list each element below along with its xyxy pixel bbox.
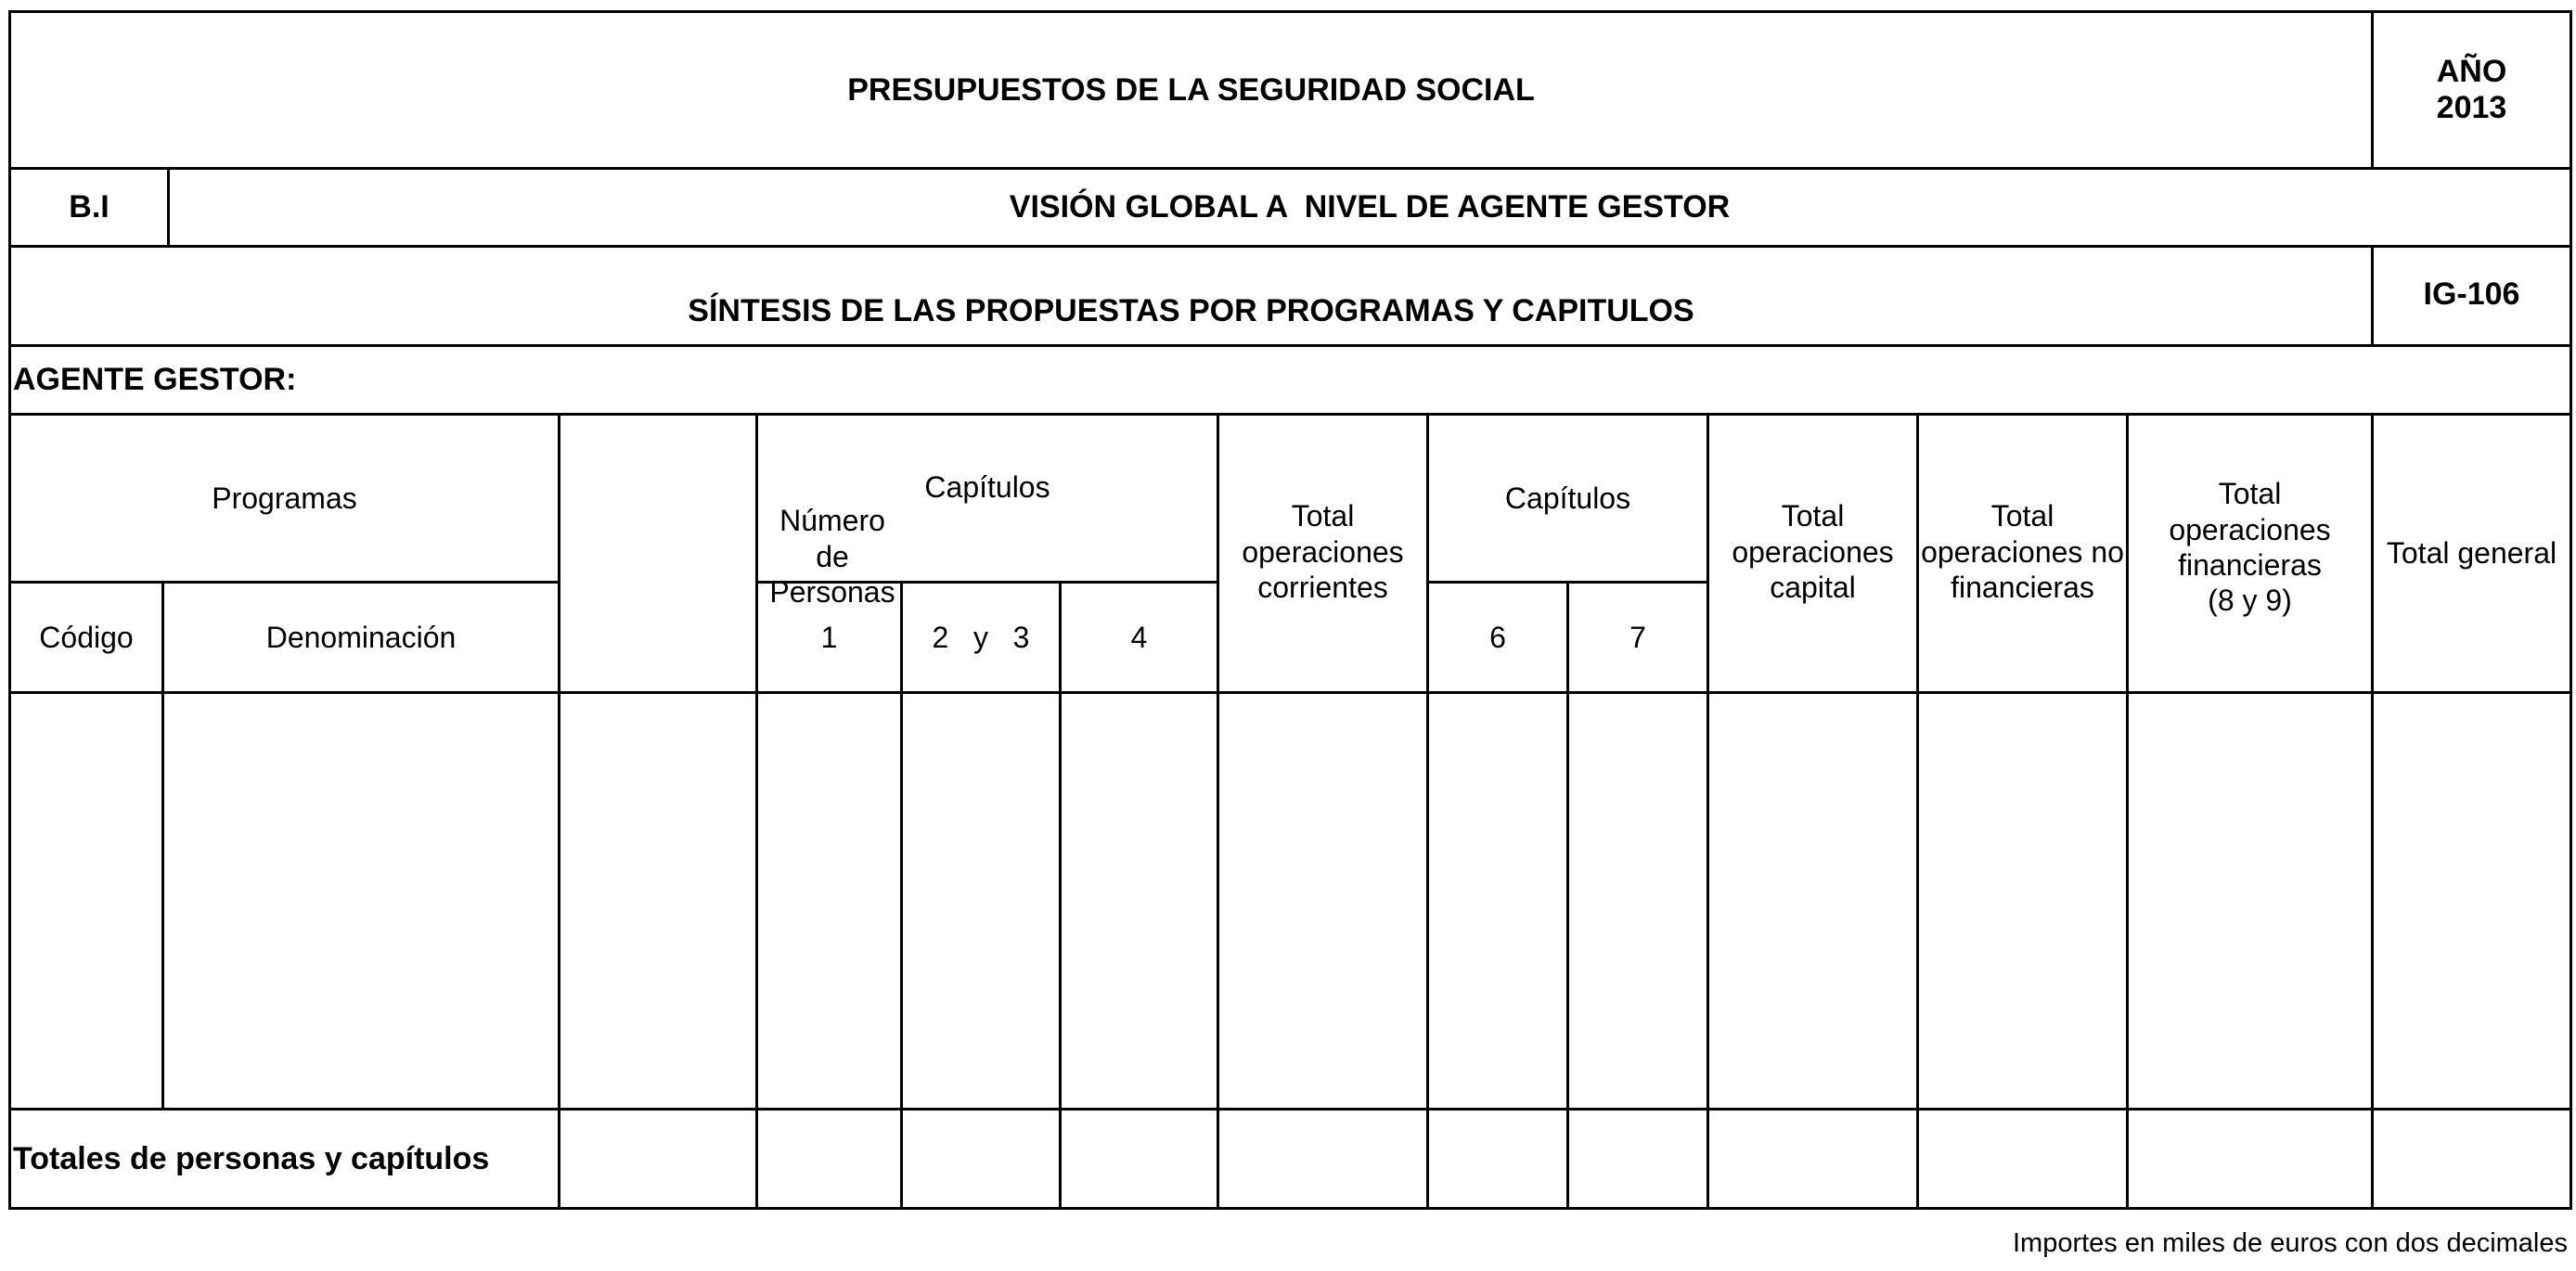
year-value: 2013 (2436, 90, 2507, 125)
footnote: Importes en miles de euros con dos decimales (2012, 1227, 2568, 1258)
section-title: VISIÓN GLOBAL A NIVEL DE AGENTE GESTOR (1009, 189, 1731, 225)
header-programas: Programas (212, 481, 357, 515)
divider-section (8, 245, 2572, 248)
year-box (2374, 13, 2570, 167)
header-numero-personas: Número de Personas (769, 504, 895, 610)
header-total-financieras: Total operaciones financieras (8 y 9) (2169, 477, 2331, 618)
form-title: PRESUPUESTOS DE LA SEGURIDAD SOCIAL (847, 71, 1535, 108)
header-cap-7: 7 (1629, 620, 1646, 654)
form-code: IG-106 (2423, 276, 2520, 312)
year-label: AÑO (2436, 53, 2507, 89)
header-capitulos-b: Capítulos (1504, 481, 1631, 515)
header-total-general: Total general (2386, 536, 2557, 571)
header-cap-4: 4 (1130, 620, 1148, 654)
header-cap-2y3: 2 y 3 (932, 620, 1030, 654)
col-line-denominacion (558, 413, 560, 1210)
border-bottom (8, 1207, 2572, 1210)
header-codigo: Código (39, 620, 134, 654)
header-cap-1: 1 (820, 620, 838, 654)
divider-body (8, 691, 2572, 694)
header-total-no-financieras: Total operaciones no financieras (1921, 499, 2124, 605)
section-code: B.I (69, 189, 109, 225)
totals-row-label: Totales de personas y capítulos (13, 1140, 490, 1176)
header-capitulos-a: Capítulos (924, 470, 1050, 504)
header-total-capital: Total operaciones capital (1732, 499, 1894, 605)
form-subtitle: SÍNTESIS DE LAS PROPUESTAS POR PROGRAMAS Y CAPITULOS (688, 293, 1694, 329)
header-denominacion: Denominación (265, 620, 457, 654)
header-cap-6: 6 (1489, 620, 1506, 654)
border-right (2570, 10, 2572, 1210)
agent-label: AGENTE GESTOR: (13, 362, 297, 398)
header-total-corrientes: Total operaciones corrientes (1242, 499, 1404, 605)
